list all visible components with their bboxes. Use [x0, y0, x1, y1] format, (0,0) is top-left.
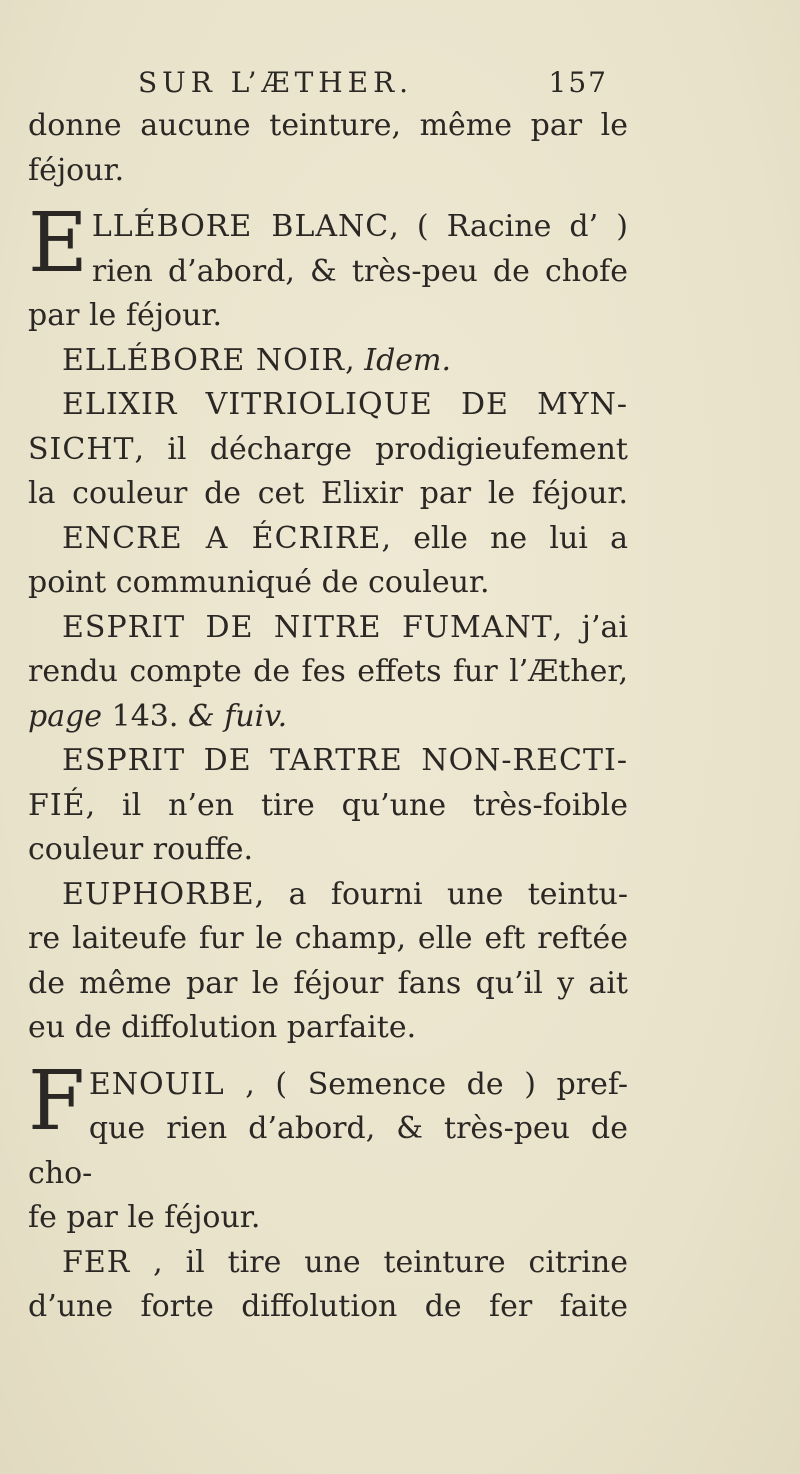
entry-heading: EUPHORBE	[62, 876, 255, 912]
text-line: eu de diffolution parfaite.	[28, 1010, 417, 1045]
text-line: que rien d’abord, & très-peu de cho-	[28, 1111, 628, 1191]
entry-heading: ESPRIT DE NITRE FUMANT	[62, 609, 553, 645]
entry-encre	[28, 517, 628, 606]
entry-heading: ELLÉBORE NOIR	[62, 342, 346, 378]
text-line: par le féjour.	[28, 298, 222, 333]
entry-heading: FER	[62, 1244, 131, 1280]
text-line: couleur rouffe.	[28, 832, 254, 867]
entry-fenouil	[28, 1053, 628, 1241]
entry-text: , ( Semence de ) pref-	[224, 1066, 628, 1102]
entry-euphorbe	[28, 873, 628, 1051]
entry-heading-cont: SICHT	[28, 431, 135, 467]
text-line: rien d’abord, & très-peu de chofe	[91, 253, 628, 289]
entry-ellebore-blanc	[28, 196, 628, 339]
entry-heading: LLÉBORE BLANC	[91, 209, 390, 244]
entry-esprit-tartre	[28, 739, 628, 873]
page-ref-label: page	[28, 698, 103, 734]
text-line: la couleur de cet Elixir par le féjour.	[28, 476, 628, 511]
text-line: de même par le féjour fans qu’il y ait	[28, 965, 628, 1001]
entry-ellebore-noir	[28, 339, 628, 384]
drop-cap-e: E	[28, 196, 88, 291]
text-line: re laiteufe fur le champ, elle eft reftée	[28, 921, 628, 956]
entry-text: , il décharge prodigieufement	[134, 431, 628, 467]
entry-fer	[28, 1241, 628, 1330]
running-title: SUR L’ÆTHER.	[138, 66, 414, 99]
page-ref-number: 143.	[111, 698, 179, 734]
entry-elixir	[28, 383, 628, 517]
entry-esprit-nitre	[28, 606, 628, 740]
drop-cap-f: F	[28, 1053, 85, 1149]
entry-text: , j’ai	[552, 609, 628, 645]
entry-italic: Idem.	[364, 342, 452, 378]
page-number: 157	[548, 66, 608, 99]
entry-heading-cont: FIÉ	[28, 787, 86, 823]
entry-text: , a fourni une teintu-	[254, 876, 628, 912]
entry-text: ,	[345, 342, 365, 378]
entry-text: , elle ne lui a	[381, 520, 628, 556]
text-line: d’une forte diffolution de fer faite	[28, 1289, 628, 1324]
running-header	[138, 66, 608, 106]
text-line: fe par le féjour.	[28, 1200, 261, 1235]
text-line: point communiqué de couleur.	[28, 565, 490, 600]
entry-text: , ( Racine d’ )	[389, 209, 628, 244]
page-ref-suiv: & fuiv.	[187, 698, 288, 734]
entry-heading: ELIXIR VITRIOLIQUE DE MYN-	[62, 387, 628, 422]
text-line: donne aucune teinture, même par le	[28, 108, 628, 143]
text-line: féjour.	[28, 152, 125, 188]
entry-text: , il n’en tire qu’une très-foible	[85, 787, 628, 823]
entry-heading: ENOUIL	[88, 1066, 225, 1102]
page-body	[28, 104, 628, 1330]
entry-heading: ENCRE A ÉCRIRE	[62, 520, 382, 556]
entry-heading: ESPRIT DE TARTRE NON-RECTI-	[62, 743, 628, 778]
entry-text: , il tire une teinture citrine	[130, 1244, 628, 1280]
text-line: rendu compte de fes effets fur l’Æther,	[28, 654, 628, 689]
